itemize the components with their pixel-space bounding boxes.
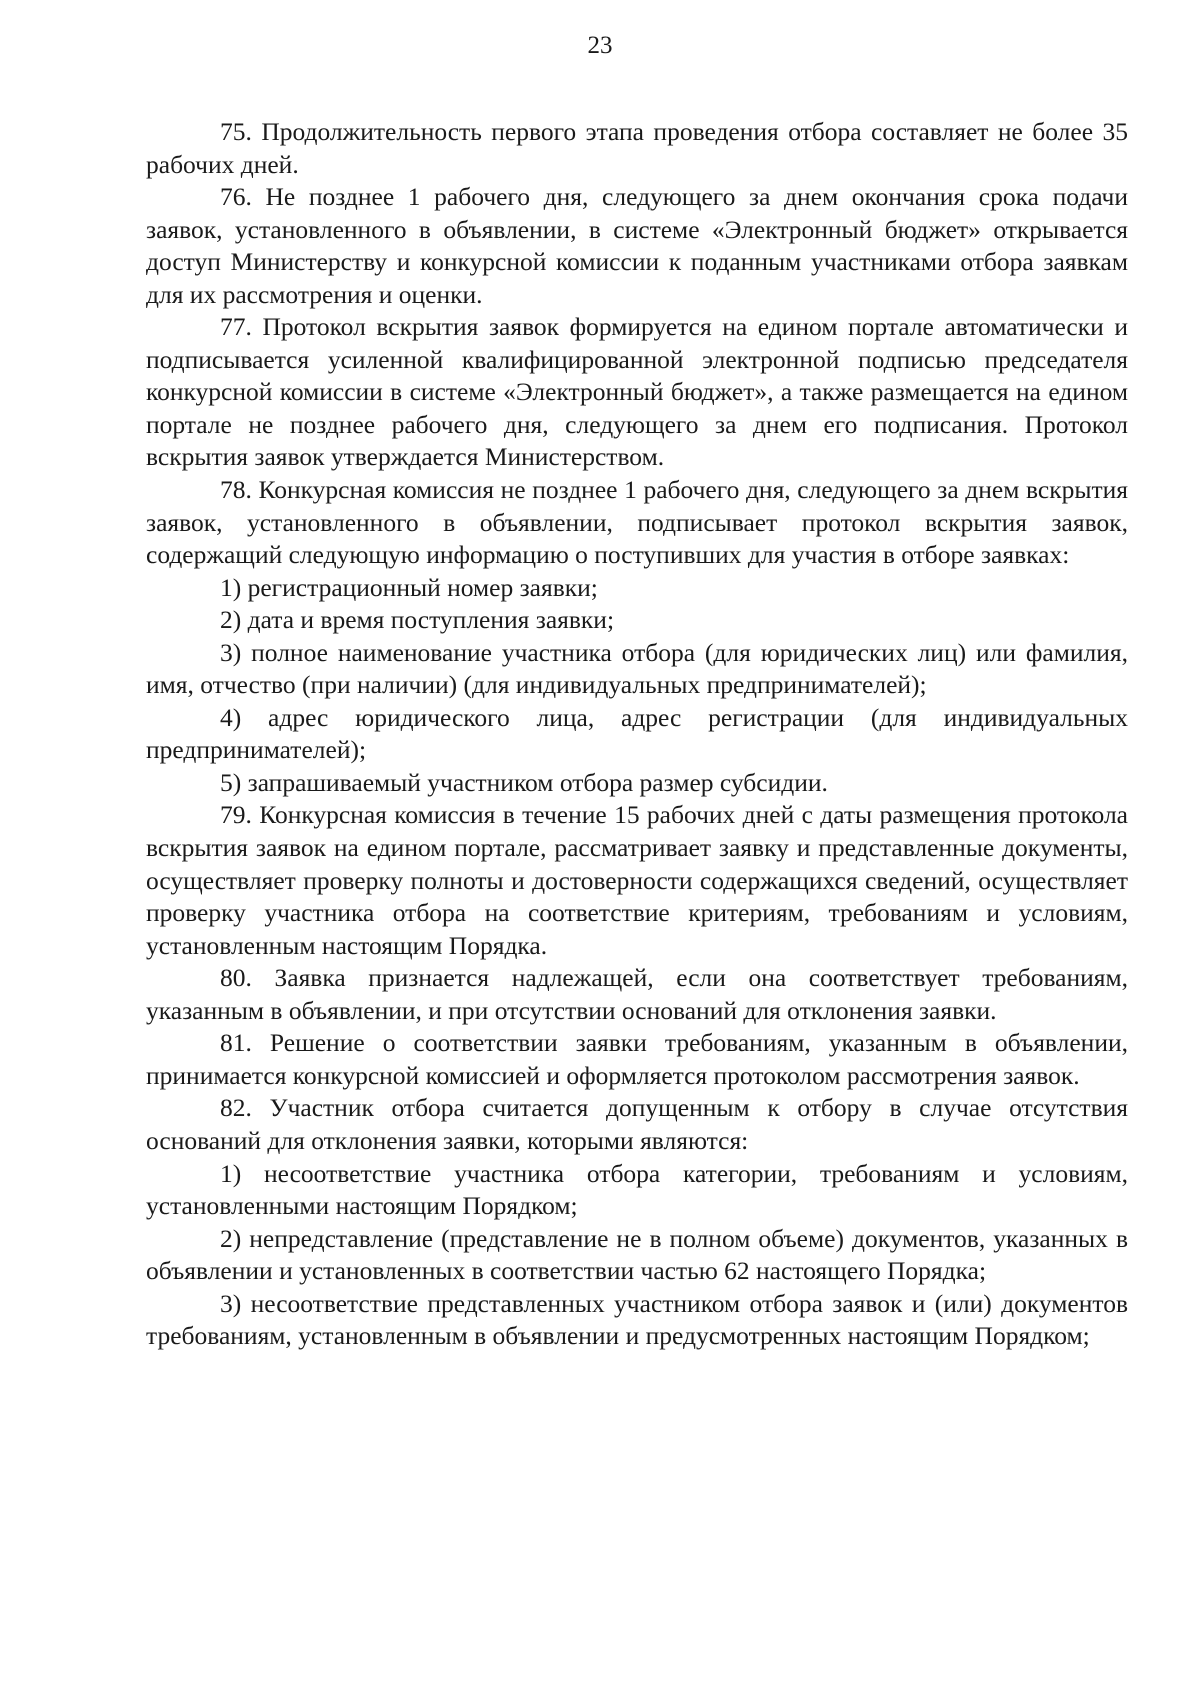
list-item-78-5: 5) запрашиваемый участником отбора размер субсидии. [220, 767, 828, 797]
paragraph-81: 81. Решение о соответствии заявки требованиям, указанным в объявлении, принимается конкурсной комиссией и оформляется протоколом рассмотрения заявок. [146, 1028, 1128, 1090]
list-item-82-1: 1) несоответствие участника отбора категории, требованиям и условиям, установленными настоящим Порядком; [146, 1158, 1128, 1221]
list-item-82-3: 3) несоответствие представленных участником отбора заявок и (или) документов требованиям, установленным в объявлении и предусмотренных настоящим Порядком; [146, 1288, 1128, 1351]
paragraph-78: 78. Конкурсная комиссия не позднее 1 рабочего дня, следующего за днем вскрытия заявок, установленного в объявлении, подписывает протокол вскрытия заявок, содержащий следующую информацию о поступивших для участия в отборе заявках: [146, 475, 1128, 570]
page-number: 23 [587, 32, 613, 59]
paragraph-82: 82. Участник отбора считается допущенным к отбору в случае отсутствия оснований для отклонения заявки, которыми являются: [146, 1093, 1128, 1155]
list-item-82-2: 2) непредставление (представление не в полном объеме) документов, указанных в объявлении и установленных в соответствии частью 62 настоящего Порядка; [146, 1223, 1128, 1286]
paragraph-79: 79. Конкурсная комиссия в течение 15 рабочих дней с даты размещения протокола вскрытия заявок на едином портале, рассматривает заявку и представленные документы, осуществляет проверку полноты и достоверности содержащихся сведений, осуществляет проверку участника отбора на соответствие критериям, требованиям и условиям, установленным настоящим Порядка. [146, 800, 1128, 960]
list-item-78-2: 2) дата и время поступления заявки; [220, 605, 615, 635]
list-item-78-4: 4) адрес юридического лица, адрес регистрации (для индивидуальных предпринимателей); [146, 702, 1128, 765]
paragraph-76: 76. Не позднее 1 рабочего дня, следующего за днем окончания срока подачи заявок, установленного в объявлении, в системе «Электронный бюджет» открывается доступ Министерству и конкурсной комиссии к поданным участниками отбора заявкам для их рассмотрения и оценки. [146, 182, 1128, 309]
list-item-78-3: 3) полное наименование участника отбора (для юридических лиц) или фамилия, имя, отчество (при наличии) (для индивидуальных предпринимателей); [146, 637, 1128, 700]
paragraph-75: 75. Продолжительность первого этапа проведения отбора составляет не более 35 рабочих дней. [146, 117, 1128, 179]
paragraph-77: 77. Протокол вскрытия заявок формируется на едином портале автоматически и подписывается усиленной квалифицированной электронной подписью председателя конкурсной комиссии в системе «Электронный бюджет», а также размещается на едином портале не позднее рабочего дня, следующего за днем его подписания. Протокол вскрытия заявок утверждается Министерством. [146, 312, 1128, 472]
list-item-78-1: 1) регистрационный номер заявки; [220, 572, 598, 602]
document-body [146, 116, 1128, 1353]
paragraph-80: 80. Заявка признается надлежащей, если она соответствует требованиям, указанным в объявлении, и при отсутствии оснований для отклонения заявки. [146, 963, 1128, 1025]
